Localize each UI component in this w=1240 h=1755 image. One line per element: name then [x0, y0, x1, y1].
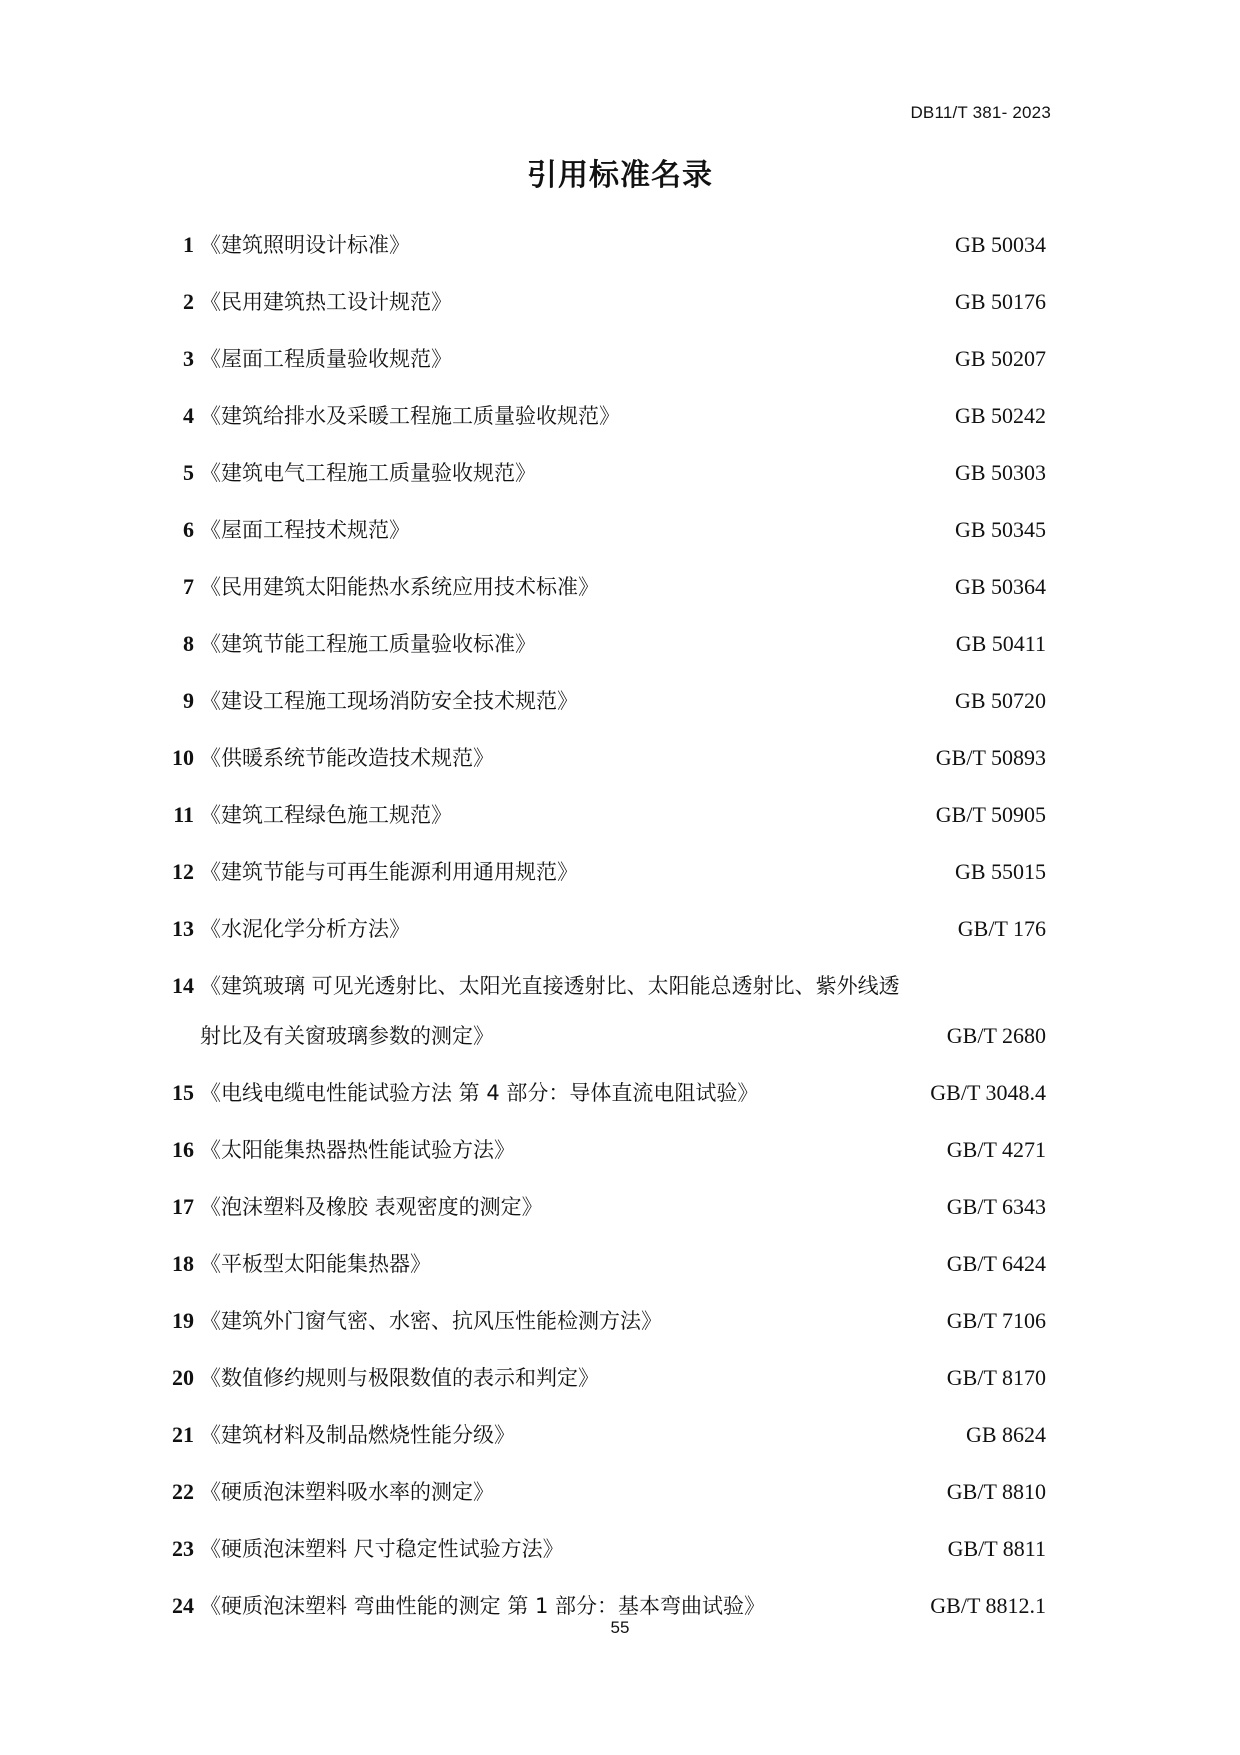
reference-item [0, 448, 1240, 505]
reference-title: 《建筑电气工程施工质量验收规范》 [200, 461, 536, 485]
reference-item [0, 847, 1240, 904]
reference-title: 《民用建筑热工设计规范》 [200, 290, 452, 314]
reference-code: GB/T 6424 [946, 1251, 1046, 1276]
reference-code: GB 50411 [955, 631, 1046, 656]
reference-number: 5 [183, 460, 194, 485]
reference-code: GB 50720 [954, 688, 1046, 713]
reference-item [0, 733, 1240, 790]
reference-title: 《建筑节能工程施工质量验收标准》 [200, 632, 536, 656]
reference-title: 《水泥化学分析方法》 [200, 917, 410, 941]
reference-code: GB/T 8811 [947, 1536, 1046, 1561]
reference-number: 3 [183, 346, 194, 371]
reference-number: 22 [172, 1479, 194, 1504]
reference-number: 24 [172, 1593, 194, 1618]
reference-title: 《硬质泡沫塑料吸水率的测定》 [200, 1480, 494, 1504]
reference-number: 8 [183, 631, 194, 656]
reference-code: GB 50034 [954, 232, 1046, 257]
reference-number: 7 [183, 574, 194, 599]
reference-title: 《建筑工程绿色施工规范》 [200, 803, 452, 827]
reference-item [0, 1125, 1240, 1182]
reference-code: GB 50303 [954, 460, 1046, 485]
reference-title: 《建设工程施工现场消防安全技术规范》 [200, 689, 578, 713]
reference-item [0, 562, 1240, 619]
reference-title: 《建筑外门窗气密、水密、抗风压性能检测方法》 [200, 1309, 662, 1333]
reference-code: GB/T 50893 [935, 745, 1046, 770]
reference-title: 《泡沫塑料及橡胶 表观密度的测定》 [200, 1195, 543, 1219]
reference-code: GB/T 8812.1 [930, 1593, 1046, 1618]
reference-list [0, 220, 1240, 1638]
reference-title-line: 《建筑玻璃 可见光透射比、太阳光直接透射比、太阳能总透射比、紫外线透 [200, 974, 900, 998]
reference-number: 4 [183, 403, 194, 428]
reference-number: 23 [172, 1536, 194, 1561]
reference-number: 15 [172, 1080, 194, 1105]
reference-number: 18 [172, 1251, 194, 1276]
reference-title: 《建筑照明设计标准》 [200, 233, 410, 257]
reference-code: GB/T 2680 [946, 1023, 1046, 1048]
reference-item [0, 1296, 1240, 1353]
reference-title: 《平板型太阳能集热器》 [200, 1252, 431, 1276]
reference-number: 2 [183, 289, 194, 314]
reference-item [0, 1410, 1240, 1467]
reference-code: GB 50176 [954, 289, 1046, 314]
reference-number: 20 [172, 1365, 194, 1390]
reference-code: GB/T 50905 [935, 802, 1046, 827]
document-code: DB11/T 381- 2023 [910, 103, 1051, 122]
reference-number: 14 [172, 973, 194, 998]
reference-number: 6 [183, 517, 194, 542]
reference-code: GB/T 4271 [946, 1137, 1046, 1162]
reference-code: GB/T 8170 [946, 1365, 1046, 1390]
reference-title: 《数值修约规则与极限数值的表示和判定》 [200, 1366, 599, 1390]
reference-code: GB 50242 [954, 403, 1046, 428]
reference-item [0, 1524, 1240, 1581]
page-title: 引用标准名录 [527, 158, 713, 193]
reference-item [0, 961, 1240, 1068]
reference-title: 《建筑给排水及采暖工程施工质量验收规范》 [200, 404, 620, 428]
reference-code: GB 8624 [965, 1422, 1046, 1447]
reference-code: GB/T 6343 [946, 1194, 1046, 1219]
reference-number: 17 [172, 1194, 194, 1219]
reference-item [0, 1068, 1240, 1125]
reference-number: 13 [172, 916, 194, 941]
reference-item [0, 790, 1240, 847]
reference-title: 《电线电缆电性能试验方法 第 4 部分：导体直流电阻试验》 [200, 1081, 759, 1105]
reference-title: 《建筑节能与可再生能源利用通用规范》 [200, 860, 578, 884]
reference-item [0, 676, 1240, 733]
reference-title: 《太阳能集热器热性能试验方法》 [200, 1138, 515, 1162]
reference-item [0, 1467, 1240, 1524]
reference-item [0, 1239, 1240, 1296]
reference-title [200, 961, 1040, 1061]
reference-number: 19 [172, 1308, 194, 1333]
reference-code: GB 50345 [954, 517, 1046, 542]
reference-title: 《硬质泡沫塑料 尺寸稳定性试验方法》 [200, 1537, 564, 1561]
reference-number: 12 [172, 859, 194, 884]
reference-item [0, 334, 1240, 391]
reference-code: GB/T 176 [957, 916, 1046, 941]
reference-code: GB/T 7106 [946, 1308, 1046, 1333]
reference-title: 《供暖系统节能改造技术规范》 [200, 746, 494, 770]
reference-number: 21 [172, 1422, 194, 1447]
reference-item [0, 220, 1240, 277]
reference-item [0, 904, 1240, 961]
reference-number: 11 [173, 802, 194, 827]
reference-title: 《民用建筑太阳能热水系统应用技术标准》 [200, 575, 599, 599]
reference-code: GB 50364 [954, 574, 1046, 599]
reference-title: 《屋面工程质量验收规范》 [200, 347, 452, 371]
reference-item [0, 505, 1240, 562]
reference-number: 1 [183, 232, 194, 257]
reference-item [0, 1353, 1240, 1410]
reference-item [0, 391, 1240, 448]
reference-number: 9 [183, 688, 194, 713]
reference-item [0, 619, 1240, 676]
reference-title: 《硬质泡沫塑料 弯曲性能的测定 第 1 部分：基本弯曲试验》 [200, 1594, 766, 1618]
reference-title-continuation: 射比及有关窗玻璃参数的测定》 [200, 1024, 494, 1048]
reference-code: GB/T 3048.4 [930, 1080, 1046, 1105]
reference-code: GB 50207 [954, 346, 1046, 371]
reference-item [0, 1182, 1240, 1239]
reference-number: 10 [172, 745, 194, 770]
reference-code: GB 55015 [954, 859, 1046, 884]
reference-code: GB/T 8810 [946, 1479, 1046, 1504]
reference-title: 《屋面工程技术规范》 [200, 518, 410, 542]
reference-number: 16 [172, 1137, 194, 1162]
reference-item [0, 277, 1240, 334]
page-number: 55 [610, 1618, 630, 1637]
reference-title: 《建筑材料及制品燃烧性能分级》 [200, 1423, 515, 1447]
